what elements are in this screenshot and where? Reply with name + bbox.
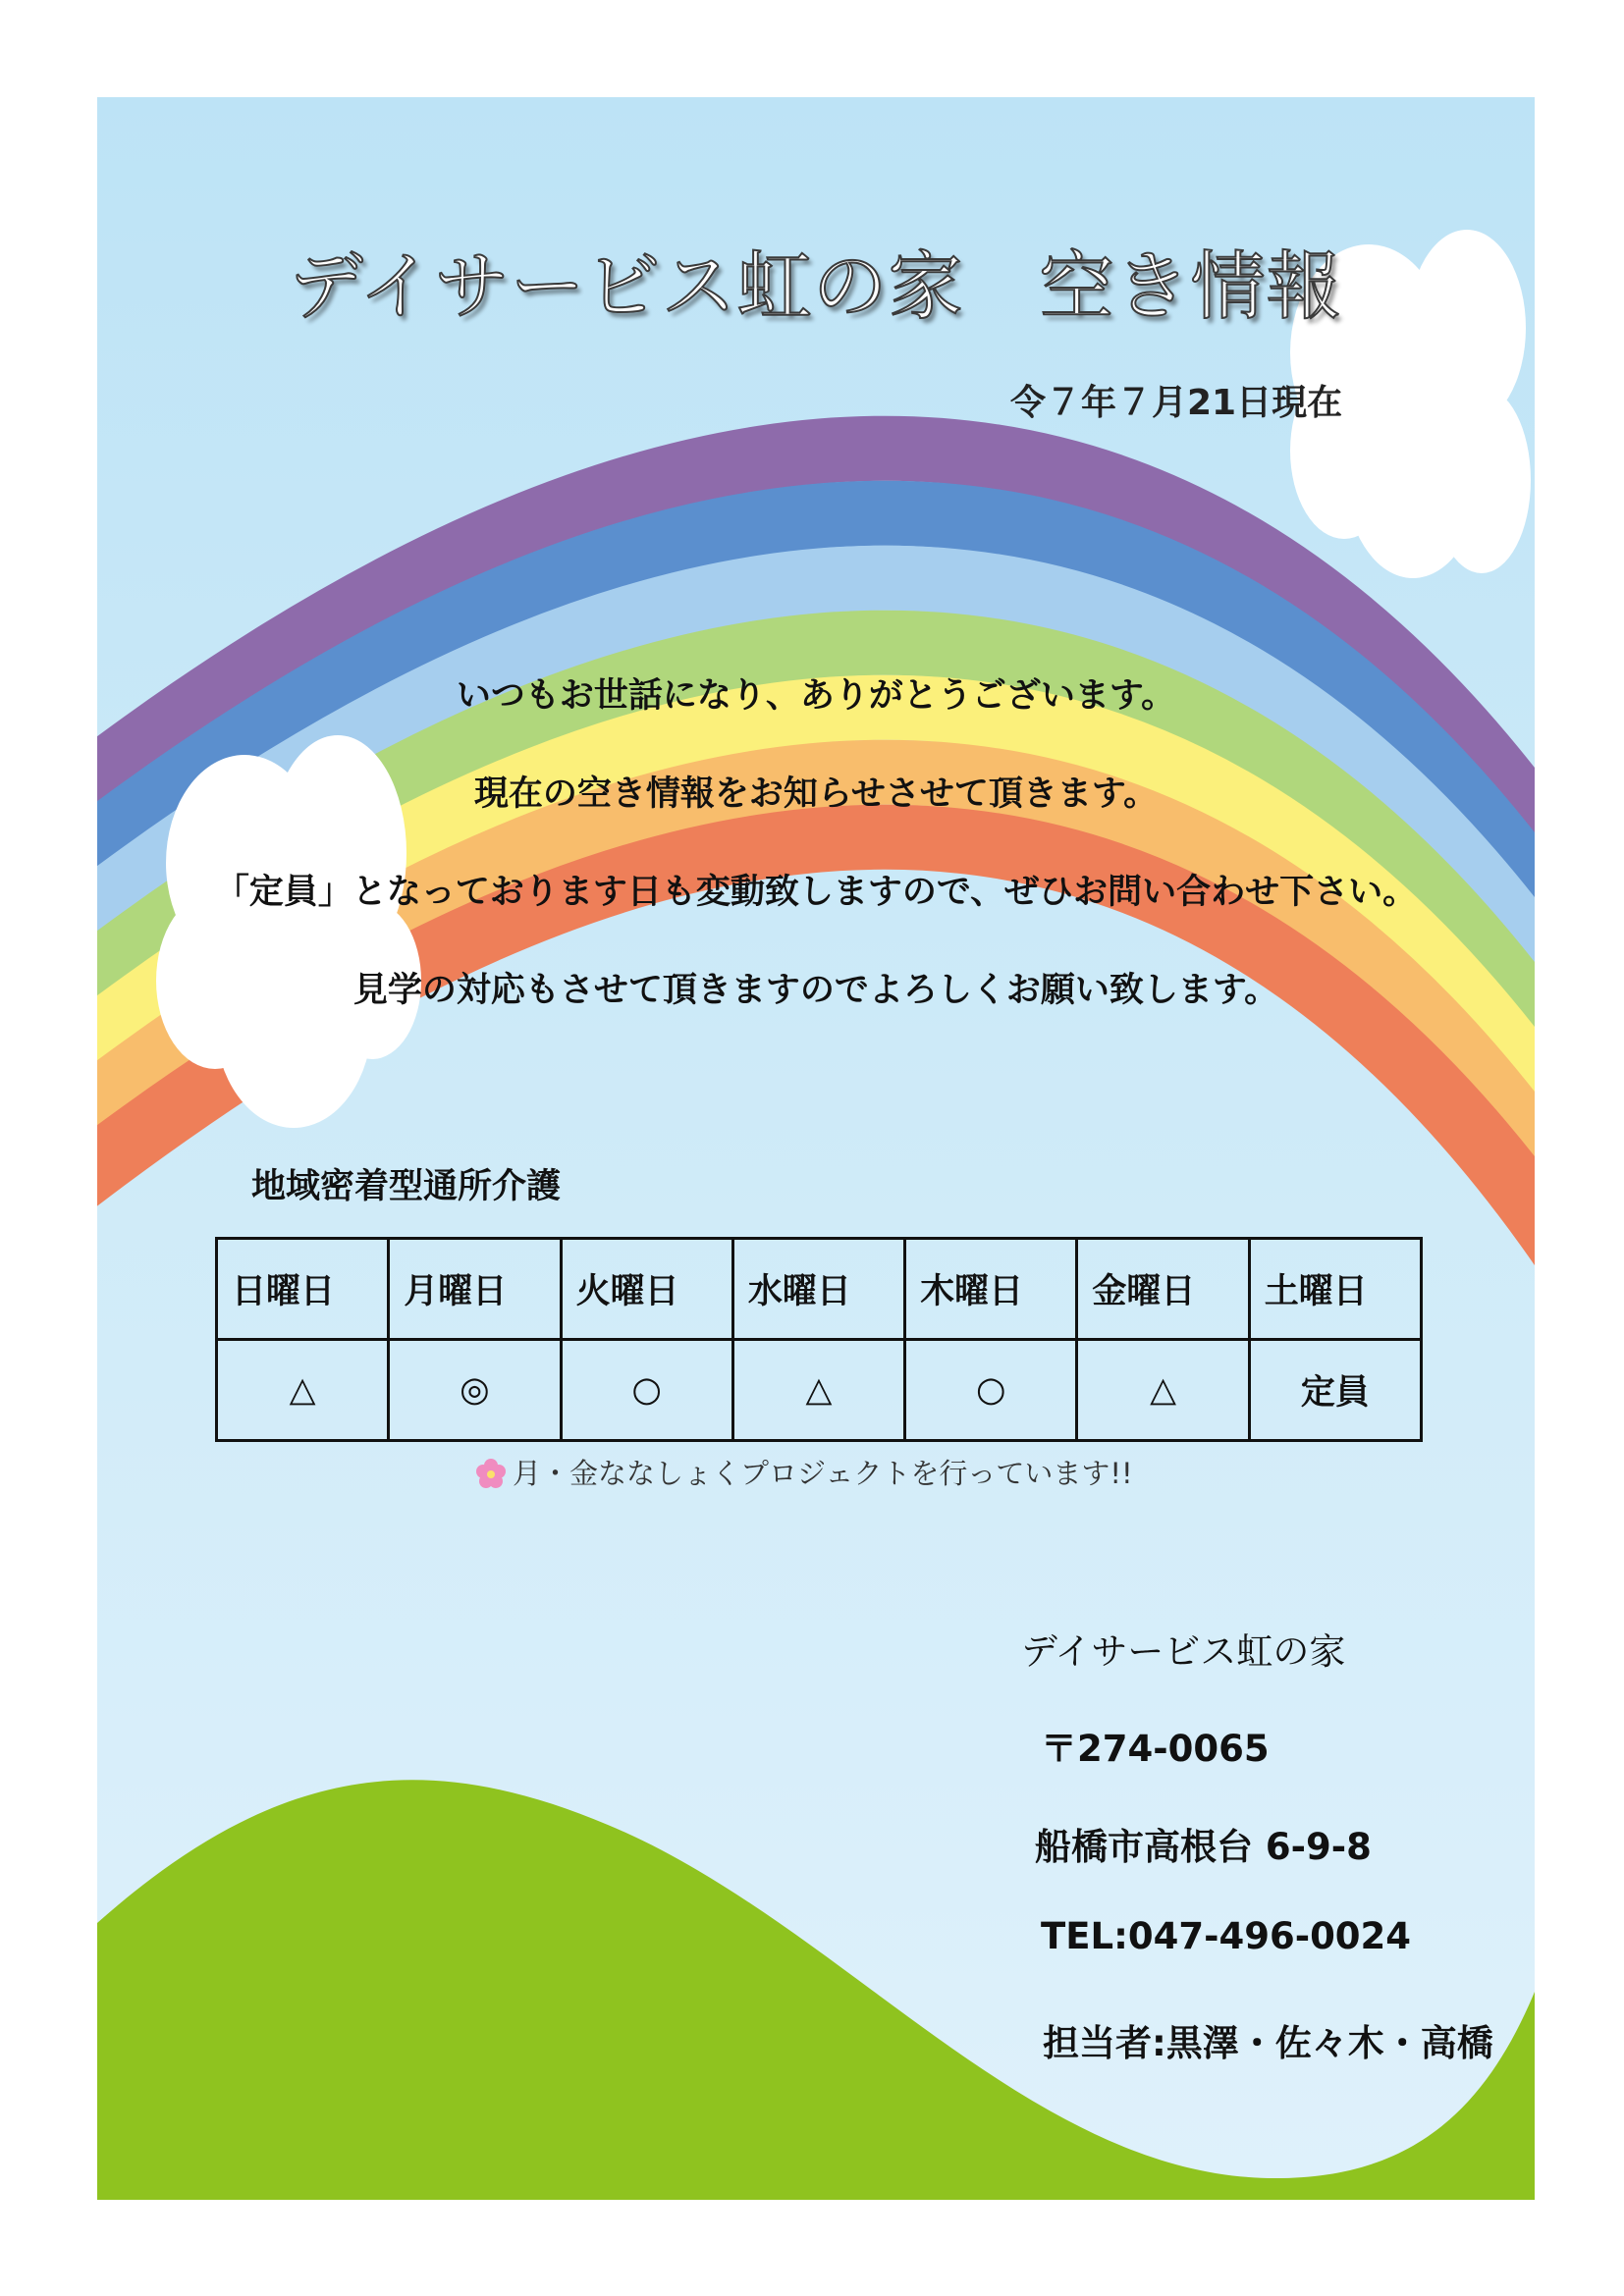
message-line-3: 「定員」となっております日も変動致しますので、ぜひお問い合わせ下さい。 (214, 873, 1418, 912)
status-sunday: △ (217, 1340, 389, 1441)
availability-table (215, 1237, 1423, 1442)
table-status-row (217, 1340, 1422, 1441)
as-of-date: 令７年７月21日現在 (1010, 383, 1343, 423)
poster (97, 97, 1535, 2200)
message-line-1: いつもお世話になり、ありがとうございます。 (456, 676, 1176, 716)
status-wednesday: △ (732, 1340, 904, 1441)
page-title: デイサービス虹の家 空き情報 (289, 242, 1342, 330)
project-note-text: 月・金ななしょくプロジェクトを行っています!! (513, 1457, 1133, 1490)
address: 船橋市高根台 6-9-8 (1035, 1826, 1372, 1868)
flower-icon (475, 1458, 507, 1489)
day-saturday: 土曜日 (1249, 1239, 1421, 1340)
project-note (475, 1452, 1133, 1492)
table-header-row (217, 1239, 1422, 1340)
status-tuesday: ○ (561, 1340, 732, 1441)
service-type-label: 地域密着型通所介護 (251, 1167, 562, 1206)
day-thursday: 木曜日 (905, 1239, 1077, 1340)
status-friday: △ (1077, 1340, 1249, 1441)
status-thursday: ○ (905, 1340, 1077, 1441)
status-saturday: 定員 (1249, 1340, 1421, 1441)
telephone: TEL:047-496-0024 (1041, 1915, 1412, 1957)
day-tuesday: 火曜日 (561, 1239, 732, 1340)
day-monday: 月曜日 (389, 1239, 561, 1340)
message-line-4: 見学の対応もさせて頂きますのでよろしくお願い致します。 (352, 971, 1279, 1010)
day-sunday: 日曜日 (217, 1239, 389, 1340)
day-friday: 金曜日 (1077, 1239, 1249, 1340)
status-monday: ◎ (389, 1340, 561, 1441)
message-line-2: 現在の空き情報をお知らせさせて頂きます。 (473, 774, 1159, 814)
staff-names: 担当者:黒澤・佐々木・高橋 (1043, 2022, 1493, 2064)
postal-code: 〒274-0065 (1041, 1728, 1270, 1770)
day-wednesday: 水曜日 (732, 1239, 904, 1340)
facility-name: デイサービス虹の家 (1021, 1630, 1346, 1673)
